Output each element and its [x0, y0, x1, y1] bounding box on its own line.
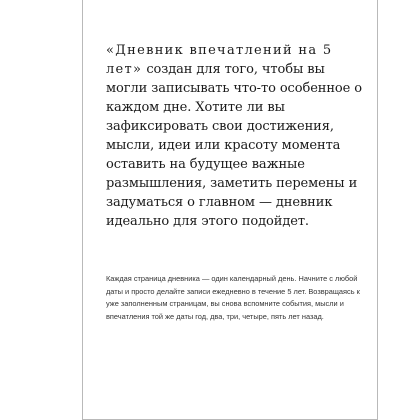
intro-paragraph-text: создан для того, чтобы вы могли записывать что-то особенное о каждом дне. Хотите ли вы зафиксировать свои достижения, мысли, идеи или красоту момента оставить на будущее важные размышления, заметить перемены и задуматься о главном — дневник идеально для этого подойдет.	[106, 62, 362, 229]
book-page	[82, 0, 378, 420]
diary-title-phrase: «Дневник впечатлений на 5 лет»	[106, 43, 333, 77]
intro-paragraph	[106, 41, 368, 231]
usage-note-paragraph: Каждая страница дневника — один календарный день. Начните с любой даты и просто делайте записи ежедневно в течение 5 лет. Возвращаясь к уже заполненным страницам, вы снова вспомните события, мысли и впечатления той же даты год, два, три, четыре, пять лет назад.	[106, 274, 360, 321]
